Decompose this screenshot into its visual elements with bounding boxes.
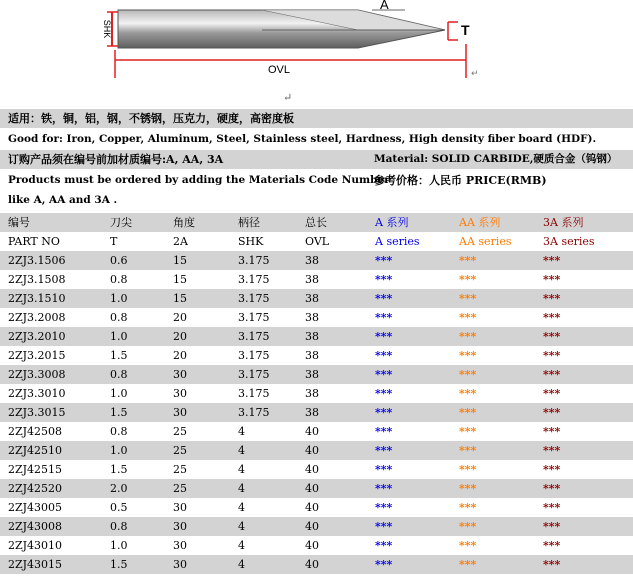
table-row [0,479,633,498]
cell-price-aa: *** [459,406,477,419]
cell-angle: 20 [173,349,187,362]
cell-price-a: *** [375,254,393,267]
table-row [0,536,633,555]
cell-price-aa: *** [459,463,477,476]
order-cn-text: 订购产品须在编号前加材质编号:A, AA, 3A [8,153,224,166]
cell-tip: 0.8 [110,273,128,286]
cell-angle: 30 [173,520,187,533]
good-for-row [0,130,633,149]
cell-price-3a: *** [543,311,561,324]
cell-part-no: 2ZJ42520 [8,482,63,495]
cell-part-no: 2ZJ42515 [8,463,63,476]
cell-price-3a: *** [543,254,561,267]
cell-price-a: *** [375,368,393,381]
cell-price-a: *** [375,311,393,324]
cell-shank: 4 [238,482,245,495]
cell-price-3a: *** [543,406,561,419]
cell-shank: 3.175 [238,254,270,267]
header-shank-en: SHK [238,235,264,248]
header-3a-series-en: 3A series [543,235,595,248]
cell-length: 38 [305,330,319,343]
cell-price-a: *** [375,520,393,533]
cell-part-no: 2ZJ3.2010 [8,330,66,343]
cell-tip: 1.5 [110,349,128,362]
cell-length: 40 [305,501,319,514]
header-aa-series-en: AA series [459,235,512,248]
cell-length: 40 [305,558,319,571]
svg-text:↵: ↵ [471,69,479,79]
table-row [0,441,633,460]
cell-price-aa: *** [459,330,477,343]
cell-price-aa: *** [459,292,477,305]
cell-part-no: 2ZJ3.3008 [8,368,66,381]
cell-length: 40 [305,520,319,533]
cell-angle: 25 [173,425,187,438]
cell-length: 40 [305,482,319,495]
header-aa-series-cn: AA 系列 [459,216,501,229]
header-cn-row [0,213,633,232]
cell-angle: 30 [173,539,187,552]
cell-tip: 1.5 [110,463,128,476]
cell-part-no: 2ZJ43008 [8,520,63,533]
t-label: T [461,22,470,38]
cell-length: 38 [305,387,319,400]
cell-price-a: *** [375,425,393,438]
cell-part-no: 2ZJ3.1508 [8,273,66,286]
cell-length: 38 [305,349,319,362]
table-row [0,403,633,422]
material-text: Material: SOLID CARBIDE,硬质合金（钨钢） [374,153,618,165]
cell-length: 38 [305,311,319,324]
cell-part-no: 2ZJ42508 [8,425,63,438]
cell-price-aa: *** [459,482,477,495]
cell-shank: 3.175 [238,406,270,419]
cell-angle: 30 [173,558,187,571]
cell-angle: 30 [173,406,187,419]
cell-part-no: 2ZJ3.1506 [8,254,66,267]
cell-angle: 15 [173,292,187,305]
header-part-no-en: PART NO [8,235,60,248]
header-angle-cn: 角度 [173,216,195,229]
cell-price-aa: *** [459,387,477,400]
cell-shank: 3.175 [238,273,270,286]
cell-tip: 0.8 [110,425,128,438]
cell-shank: 3.175 [238,330,270,343]
cell-price-3a: *** [543,387,561,400]
cell-price-3a: *** [543,520,561,533]
cell-tip: 1.0 [110,539,128,552]
cell-angle: 25 [173,463,187,476]
cell-length: 40 [305,539,319,552]
cell-part-no: 2ZJ43005 [8,501,63,514]
cell-price-3a: *** [543,482,561,495]
cell-shank: 4 [238,444,245,457]
cell-tip: 1.5 [110,558,128,571]
header-length-en: OVL [305,235,330,248]
cell-tip: 2.0 [110,482,128,495]
cell-price-a: *** [375,501,393,514]
cell-part-no: 2ZJ3.1510 [8,292,66,305]
cell-price-3a: *** [543,444,561,457]
cell-price-a: *** [375,444,393,457]
cell-price-3a: *** [543,292,561,305]
cell-price-3a: *** [543,463,561,476]
cell-tip: 1.0 [110,330,128,343]
cell-price-aa: *** [459,349,477,362]
cell-tip: 0.8 [110,368,128,381]
cell-price-aa: *** [459,311,477,324]
cell-price-aa: *** [459,254,477,267]
cell-shank: 4 [238,463,245,476]
cell-price-a: *** [375,406,393,419]
cell-angle: 15 [173,254,187,267]
header-tip-cn: 刀尖 [110,216,132,229]
applicable-row [0,109,633,128]
cell-angle: 30 [173,501,187,514]
cell-price-3a: *** [543,330,561,343]
cell-part-no: 2ZJ43010 [8,539,63,552]
cell-tip: 0.8 [110,520,128,533]
table-row [0,289,633,308]
cell-price-a: *** [375,482,393,495]
cell-price-a: *** [375,292,393,305]
table-row [0,346,633,365]
cell-price-aa: *** [459,425,477,438]
price-text: 参考价格：人民币 PRICE(RMB) [374,174,547,187]
cell-length: 40 [305,425,319,438]
cell-shank: 3.175 [238,349,270,362]
header-shank-cn: 柄径 [238,216,260,229]
cell-price-3a: *** [543,425,561,438]
header-tip-en: T [110,235,118,248]
cell-price-3a: *** [543,501,561,514]
cell-price-3a: *** [543,273,561,286]
cell-shank: 3.175 [238,311,270,324]
table-row [0,308,633,327]
cell-price-aa: *** [459,520,477,533]
table-row [0,365,633,384]
cell-price-a: *** [375,349,393,362]
cell-shank: 3.175 [238,292,270,305]
ovl-label: OVL [268,64,291,76]
table-row [0,251,633,270]
cell-length: 38 [305,292,319,305]
applicable-text: 适用：铁，铜，铝，钢，不锈钢，压克力，硬度，高密度板 [8,112,294,125]
cell-angle: 30 [173,368,187,381]
cell-price-a: *** [375,330,393,343]
header-3a-series-cn: 3A 系列 [543,216,584,229]
good-for-text: Good for: Iron, Copper, Aluminum, Steel, Stainless steel, Hardness, High density fiber board (HDF). [8,133,597,145]
table-row [0,327,633,346]
header-en-row [0,232,633,251]
shk-label: SHK [102,19,112,39]
cell-shank: 3.175 [238,387,270,400]
cell-length: 38 [305,254,319,267]
cell-tip: 1.0 [110,387,128,400]
header-a-series-en: A series [375,235,420,248]
table-row [0,384,633,403]
a-label: A [380,0,389,12]
cell-tip: 0.8 [110,311,128,324]
cell-part-no: 2ZJ42510 [8,444,63,457]
header-a-series-cn: A 系列 [375,216,409,229]
header-length-cn: 总长 [305,216,327,229]
cell-price-a: *** [375,273,393,286]
cell-angle: 25 [173,444,187,457]
cell-price-a: *** [375,463,393,476]
header-angle-en: 2A [173,235,188,248]
cell-length: 38 [305,406,319,419]
header-part-no-cn: 编号 [8,216,30,229]
order-en-text-1: Products must be ordered by adding the Materials Code Number [8,174,390,186]
cell-price-aa: *** [459,273,477,286]
cell-part-no: 2ZJ3.3010 [8,387,66,400]
cell-angle: 20 [173,311,187,324]
cell-price-aa: *** [459,368,477,381]
cell-price-3a: *** [543,349,561,362]
cell-tip: 1.0 [110,444,128,457]
cell-tip: 0.5 [110,501,128,514]
cell-tip: 1.0 [110,292,128,305]
cell-tip: 1.5 [110,406,128,419]
cell-length: 40 [305,444,319,457]
cell-price-3a: *** [543,558,561,571]
order-en-text-2: like A, AA and 3A . [8,194,118,206]
cell-shank: 3.175 [238,368,270,381]
order-en-row [0,171,633,190]
cell-part-no: 2ZJ43015 [8,558,63,571]
cell-shank: 4 [238,425,245,438]
order-en-row-2 [0,191,633,210]
paragraph-mark: ↵ [283,91,293,104]
cell-price-a: *** [375,539,393,552]
order-cn-row [0,150,633,169]
cell-price-3a: *** [543,539,561,552]
cell-angle: 15 [173,273,187,286]
cell-shank: 4 [238,539,245,552]
tool-drawing [0,0,633,95]
cell-part-no: 2ZJ3.3015 [8,406,66,419]
cell-shank: 4 [238,501,245,514]
cell-part-no: 2ZJ3.2008 [8,311,66,324]
cell-part-no: 2ZJ3.2015 [8,349,66,362]
table-row [0,460,633,479]
cell-price-aa: *** [459,539,477,552]
table-row [0,270,633,289]
cell-price-aa: *** [459,558,477,571]
table-row [0,555,633,574]
cell-shank: 4 [238,520,245,533]
cell-price-3a: *** [543,368,561,381]
cell-price-aa: *** [459,501,477,514]
cell-price-a: *** [375,387,393,400]
cell-length: 38 [305,273,319,286]
cell-angle: 20 [173,330,187,343]
cell-shank: 4 [238,558,245,571]
cell-angle: 25 [173,482,187,495]
table-row [0,498,633,517]
cell-length: 38 [305,368,319,381]
table-row [0,422,633,441]
table-row [0,517,633,536]
cell-price-a: *** [375,558,393,571]
cell-length: 40 [305,463,319,476]
cell-angle: 30 [173,387,187,400]
cell-tip: 0.6 [110,254,128,267]
cell-price-aa: *** [459,444,477,457]
